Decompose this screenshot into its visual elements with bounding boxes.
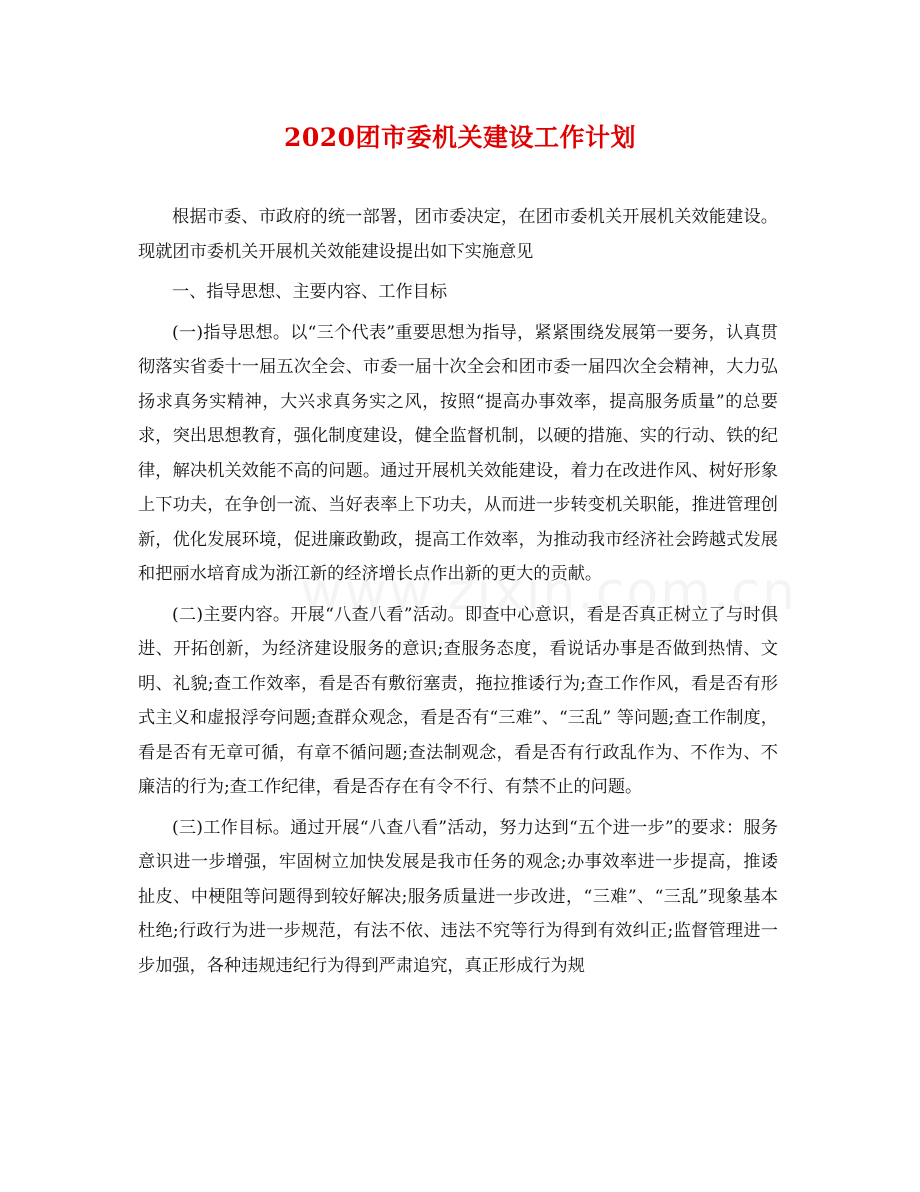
paragraph-main-content: (二)主要内容。开展“八查八看”活动。即查中心意识，看是否真正树立了与时俱进、开拓创新，为经济建设服务的意识;查服务态度，看说话办事是否做到热情、文明、礼貌;查工作效率，看是否有敷衍塞责，拖拉推诿行为;查工作作风，看是否有形式主义和虚报浮夸问题;查群众观念，看是否有“三难”、“三乱” 等问题;查工作制度，看是否有无章可循，有章不循问题;查法制观念，看是否有行政乱作为、不作为、不廉洁的行为;查工作纪律，看是否存在有令不行、有禁不止的问题。 <box>138 604 778 797</box>
paragraph-work-goals: (三)工作目标。通过开展“八查八看”活动，努力达到“五个进一步”的要求：服务意识进一步增强，牢固树立加快发展是我市任务的观念;办事效率进一步提高，推诿扯皮、中梗阻等问题得到较好解决;服务质量进一步改进，“三难”、“三乱”现象基本杜绝;行政行为进一步规范，有法不依、违法不究等行为得到有效纠正;监督管理进一步加强，各种违规违纪行为得到严肃追究，真正形成行为规 <box>138 817 778 976</box>
document-body <box>138 200 778 983</box>
section-heading: 一、指导思想、主要内容、工作目标 <box>172 282 448 302</box>
paragraph-guiding-ideology: (一)指导思想。以“三个代表”重要思想为指导，紧紧围绕发展第一要务，认真贯彻落实省委十一届五次全会、市委一届十次全会和团市委一届四次全会精神，大力弘扬求真务实精神，大兴求真务实之风，按照“提高办事效率，提高服务质量”的总要求，突出思想教育，强化制度建设，健全监督机制，以硬的措施、实的行动、铁的纪律，解决机关效能不高的问题。通过开展机关效能建设，着力在改进作风、树好形象上下功夫，在争创一流、当好表率上下功夫，从而进一步转变机关职能，推进管理创新，优化发展环境，促进廉政勤政，提高工作效率，为推动我市经济社会跨越式发展和把丽水培育成为浙江新的经济增长点作出新的更大的贡献。 <box>138 322 778 584</box>
paragraph-intro: 根据市委、市政府的统一部署，团市委决定，在团市委机关开展机关效能建设。现就团市委机关开展机关效能建设提出如下实施意见 <box>138 207 778 262</box>
document-title: 2020团市委机关建设工作计划 <box>283 123 637 152</box>
